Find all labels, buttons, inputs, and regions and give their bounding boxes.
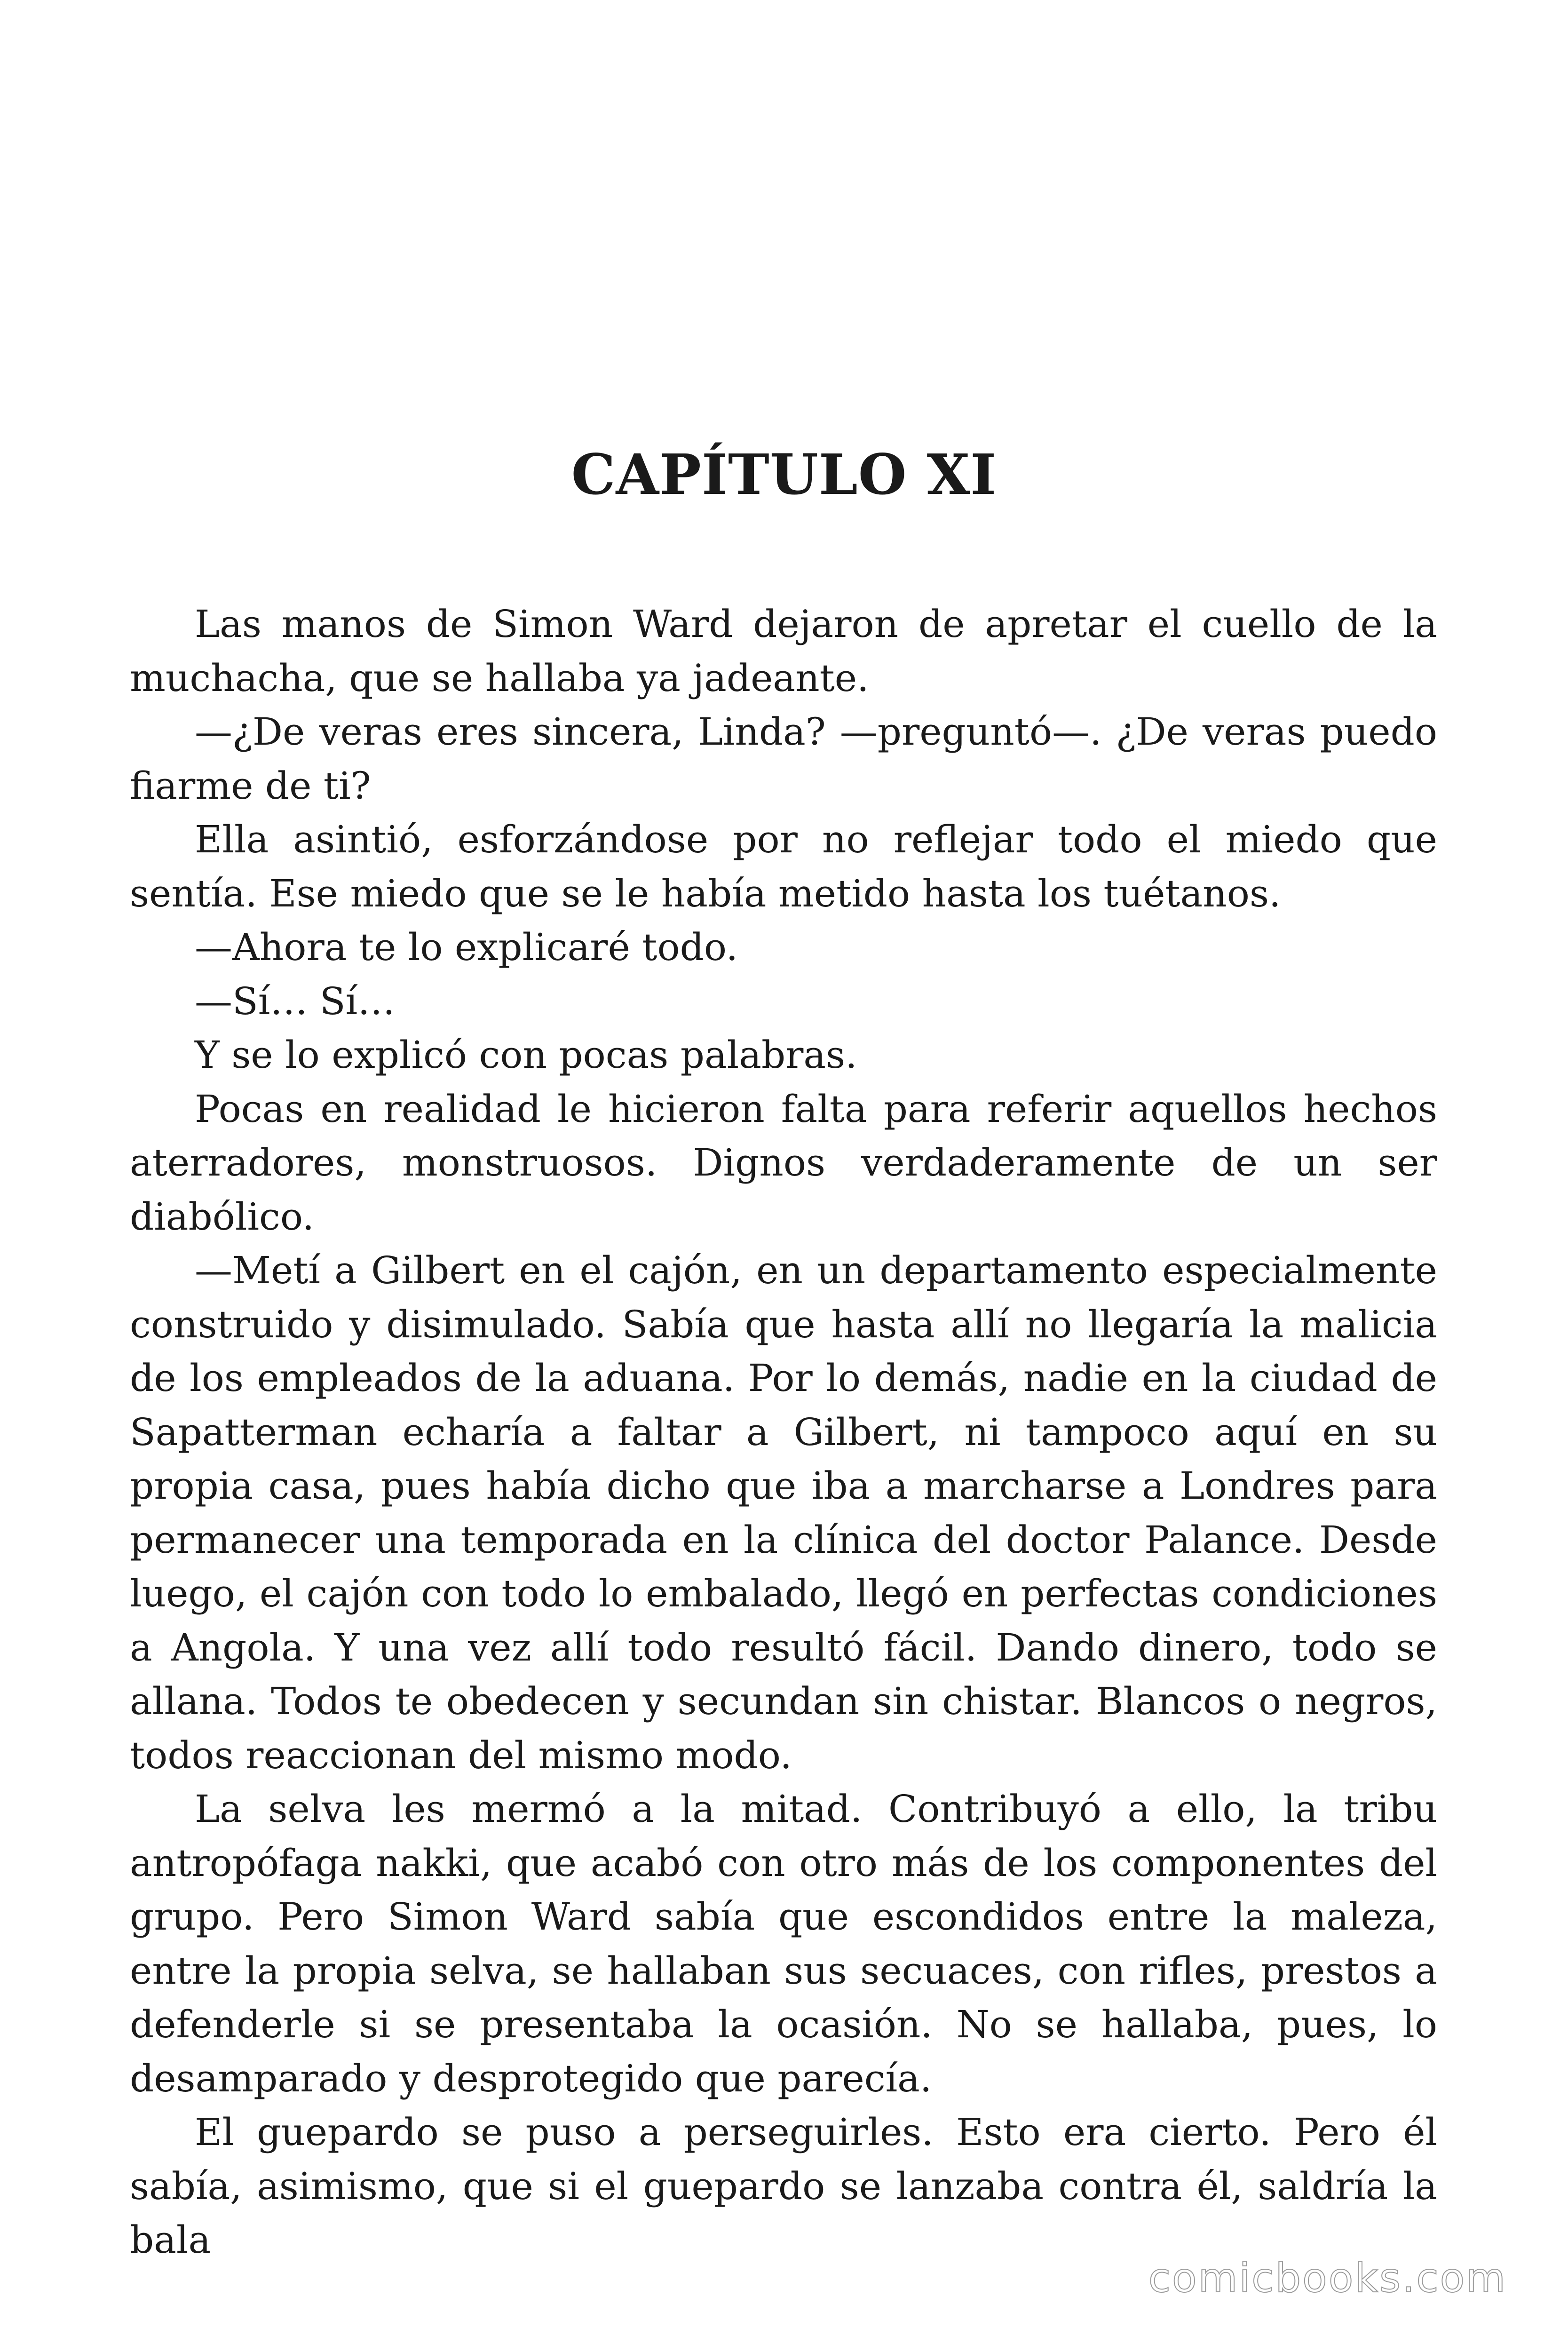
watermark: comicbooks.com	[1148, 2255, 1507, 2302]
paragraph: —Sí… Sí…	[195, 979, 396, 1023]
paragraph: Pocas en realidad le hicieron falta para referir aquellos hechos aterradores, monstruosos. Dignos verdaderamente de un ser diabólico.	[130, 1087, 1437, 1239]
body-text	[130, 597, 1437, 2267]
paragraph: Las manos de Simon Ward dejaron de apretar el cuello de la muchacha, que se hallaba ya jadeante.	[130, 602, 1437, 700]
paragraph: Ella asintió, esforzándose por no reflejar todo el miedo que sentía. Ese miedo que se le había metido hasta los tuétanos.	[130, 818, 1437, 915]
paragraph: —Ahora te lo explicaré todo.	[195, 925, 738, 969]
paragraph: Y se lo explicó con pocas palabras.	[195, 1033, 857, 1077]
paragraph: —¿De veras eres sincera, Linda? —preguntó—. ¿De veras puedo fiarme de ti?	[130, 710, 1437, 808]
paragraph: La selva les mermó a la mitad. Contribuyó a ello, la tribu antropófaga nakki, que acabó con otro más de los componentes del grupo. Pero Simon Ward sabía que escondidos entre la maleza, entre la propia selva, se hallaban sus secuaces, con rifles, prestos a defenderle si se presentaba la ocasión. No se hallaba, pues, lo desamparado y desprotegido que parecía.	[130, 1787, 1437, 2100]
chapter-title: CAPÍTULO XI	[571, 442, 997, 507]
paragraph: El guepardo se puso a perseguirles. Esto era cierto. Pero él sabía, asimismo, que si el guepardo se lanzaba contra él, saldría la bala	[130, 2110, 1437, 2262]
paragraph: —Metí a Gilbert en el cajón, en un departamento especialmente construido y disimulado. Sabía que hasta allí no llegaría la malicia de los empleados de la aduana. Por lo demás, nadie en la ciudad de Sapatterman echaría a faltar a Gilbert, ni tampoco aquí en su propia casa, pues había dicho que iba a marcharse a Londres para permanecer una temporada en la clínica del doctor Palance. Desde luego, el cajón con todo lo embalado, llegó en perfectas condiciones a Angola. Y una vez allí todo resultó fácil. Dando dinero, todo se allana. Todos te obedecen y secundan sin chistar. Blancos o negros, todos reaccionan del mismo modo.	[130, 1248, 1437, 1777]
